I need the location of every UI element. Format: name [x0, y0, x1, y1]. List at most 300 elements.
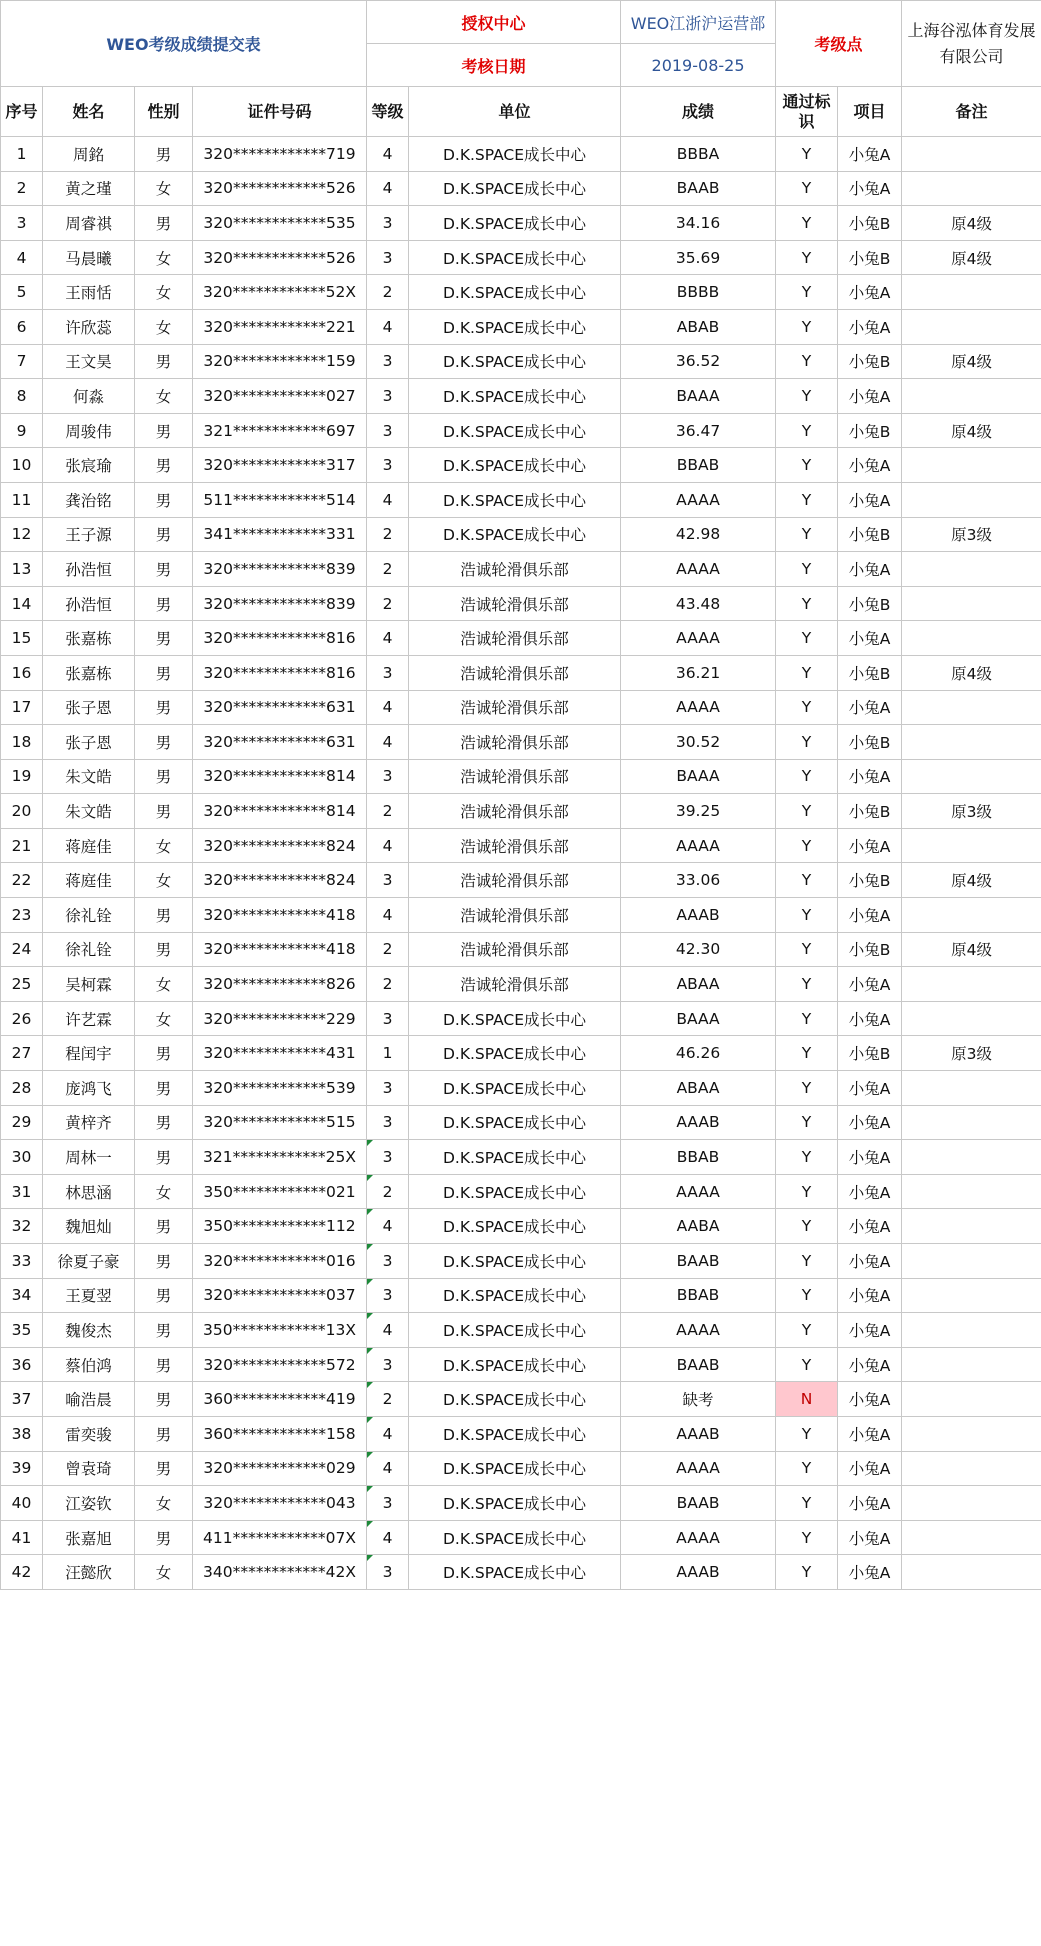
table-row — [1, 1347, 1041, 1382]
cell-note — [902, 275, 1041, 310]
cell-unit: D.K.SPACE成长中心 — [409, 1416, 621, 1451]
table-row — [1, 759, 1041, 794]
cell-gender: 男 — [135, 1036, 193, 1071]
cell-unit: 浩诚轮滑俱乐部 — [409, 863, 621, 898]
cell-note: 原4级 — [902, 863, 1041, 898]
cell-pass: Y — [776, 171, 838, 206]
cell-no: 37 — [1, 1382, 43, 1417]
cell-gender: 男 — [135, 1209, 193, 1244]
cell-note — [902, 482, 1041, 517]
cell-note — [902, 309, 1041, 344]
cell-gender: 男 — [135, 655, 193, 690]
cell-gender: 女 — [135, 863, 193, 898]
cell-gender: 男 — [135, 1071, 193, 1106]
col-header-pass: 通过标识 — [776, 87, 838, 137]
cell-pass: Y — [776, 898, 838, 933]
cell-project: 小兔A — [838, 1520, 902, 1555]
cell-gender: 男 — [135, 1520, 193, 1555]
col-header-id: 证件号码 — [193, 87, 367, 137]
cell-project: 小兔B — [838, 863, 902, 898]
cell-id: 320************317 — [193, 448, 367, 483]
cell-unit: D.K.SPACE成长中心 — [409, 309, 621, 344]
cell-gender: 男 — [135, 1347, 193, 1382]
cell-no: 6 — [1, 309, 43, 344]
cell-level-text: 4 — [382, 1459, 393, 1478]
cell-unit: 浩诚轮滑俱乐部 — [409, 552, 621, 587]
cell-no: 7 — [1, 344, 43, 379]
cell-no: 16 — [1, 655, 43, 690]
exam-date-label: 考核日期 — [367, 44, 621, 87]
table-row — [1, 240, 1041, 275]
cell-name: 周睿祺 — [43, 206, 135, 241]
cell-name: 许艺霖 — [43, 1001, 135, 1036]
cell-note — [902, 1451, 1041, 1486]
cell-unit: D.K.SPACE成长中心 — [409, 1001, 621, 1036]
cell-level: 3 — [367, 1001, 409, 1036]
cell-score: BBAB — [621, 1140, 776, 1175]
cell-note — [902, 171, 1041, 206]
cell-gender: 男 — [135, 1416, 193, 1451]
cell-score: 34.16 — [621, 206, 776, 241]
table-row — [1, 379, 1041, 414]
cell-id: 320************824 — [193, 863, 367, 898]
cell-no: 12 — [1, 517, 43, 552]
cell-score: AAAA — [621, 828, 776, 863]
cell-project: 小兔B — [838, 725, 902, 760]
cell-note — [902, 967, 1041, 1002]
cell-unit: D.K.SPACE成长中心 — [409, 517, 621, 552]
cell-id: 320************515 — [193, 1105, 367, 1140]
cell-score: 35.69 — [621, 240, 776, 275]
cell-no: 13 — [1, 552, 43, 587]
cell-gender: 男 — [135, 759, 193, 794]
cell-note — [902, 725, 1041, 760]
cell-project: 小兔A — [838, 690, 902, 725]
cell-no: 41 — [1, 1520, 43, 1555]
cell-project: 小兔B — [838, 344, 902, 379]
cell-project: 小兔A — [838, 1416, 902, 1451]
cell-project: 小兔B — [838, 794, 902, 829]
cell-unit: D.K.SPACE成长中心 — [409, 344, 621, 379]
table-row — [1, 1486, 1041, 1521]
cell-no: 36 — [1, 1347, 43, 1382]
cell-gender: 男 — [135, 586, 193, 621]
cell-id: 321************25X — [193, 1140, 367, 1175]
col-header-no: 序号 — [1, 87, 43, 137]
cell-score: 36.47 — [621, 413, 776, 448]
cell-comment-marker-icon — [367, 1279, 373, 1285]
cell-gender: 男 — [135, 137, 193, 172]
cell-pass: Y — [776, 275, 838, 310]
cell-pass: Y — [776, 794, 838, 829]
table-row — [1, 967, 1041, 1002]
cell-level: 2 — [367, 586, 409, 621]
table-row — [1, 898, 1041, 933]
cell-score: 30.52 — [621, 725, 776, 760]
cell-unit: D.K.SPACE成长中心 — [409, 482, 621, 517]
cell-gender: 女 — [135, 309, 193, 344]
cell-project: 小兔A — [838, 1451, 902, 1486]
cell-unit: D.K.SPACE成长中心 — [409, 1313, 621, 1348]
cell-gender: 男 — [135, 690, 193, 725]
table-row — [1, 725, 1041, 760]
cell-name: 王文昊 — [43, 344, 135, 379]
cell-level: 3 — [367, 759, 409, 794]
cell-pass: Y — [776, 309, 838, 344]
cell-name: 吴柯霖 — [43, 967, 135, 1002]
cell-unit: 浩诚轮滑俱乐部 — [409, 759, 621, 794]
table-row — [1, 206, 1041, 241]
cell-id: 320************719 — [193, 137, 367, 172]
cell-id: 320************631 — [193, 690, 367, 725]
cell-gender: 男 — [135, 1278, 193, 1313]
cell-score: 33.06 — [621, 863, 776, 898]
cell-score: AAAA — [621, 690, 776, 725]
cell-unit: 浩诚轮滑俱乐部 — [409, 690, 621, 725]
cell-level: 3 — [367, 655, 409, 690]
cell-unit: D.K.SPACE成长中心 — [409, 1071, 621, 1106]
cell-note — [902, 1486, 1041, 1521]
cell-gender: 女 — [135, 967, 193, 1002]
cell-name: 曾袁琦 — [43, 1451, 135, 1486]
table-row — [1, 1313, 1041, 1348]
cell-no: 31 — [1, 1174, 43, 1209]
cell-level: 3 — [367, 206, 409, 241]
cell-score: AAAA — [621, 1520, 776, 1555]
cell-unit: 浩诚轮滑俱乐部 — [409, 932, 621, 967]
cell-id: 350************13X — [193, 1313, 367, 1348]
cell-unit: D.K.SPACE成长中心 — [409, 1278, 621, 1313]
cell-project: 小兔A — [838, 275, 902, 310]
authorized-center-value: WEO江浙沪运营部 — [621, 1, 776, 44]
cell-level: 4 — [367, 690, 409, 725]
cell-gender: 男 — [135, 1313, 193, 1348]
cell-name: 江姿钦 — [43, 1486, 135, 1521]
cell-level-text: 3 — [382, 1286, 393, 1305]
cell-pass: Y — [776, 448, 838, 483]
table-row — [1, 1451, 1041, 1486]
exam-site-label: 考级点 — [776, 1, 902, 87]
cell-note: 原3级 — [902, 794, 1041, 829]
cell-comment-marker-icon — [367, 1417, 373, 1423]
cell-unit: 浩诚轮滑俱乐部 — [409, 655, 621, 690]
table-row — [1, 137, 1041, 172]
cell-no: 1 — [1, 137, 43, 172]
cell-id: 320************037 — [193, 1278, 367, 1313]
cell-project: 小兔A — [838, 379, 902, 414]
cell-pass: Y — [776, 586, 838, 621]
cell-note — [902, 1382, 1041, 1417]
cell-pass: Y — [776, 1278, 838, 1313]
cell-score: BAAB — [621, 1486, 776, 1521]
cell-level-text: 3 — [382, 1148, 393, 1167]
cell-level: 3 — [367, 1105, 409, 1140]
cell-level: 3 — [367, 863, 409, 898]
cell-id: 340************42X — [193, 1555, 367, 1590]
cell-note — [902, 690, 1041, 725]
cell-pass: Y — [776, 1451, 838, 1486]
cell-project: 小兔A — [838, 1140, 902, 1175]
cell-level: 3 — [367, 344, 409, 379]
cell-project: 小兔B — [838, 413, 902, 448]
cell-comment-marker-icon — [367, 1140, 373, 1146]
cell-name: 蒋庭佳 — [43, 863, 135, 898]
cell-score: AAAB — [621, 1555, 776, 1590]
cell-project: 小兔A — [838, 1555, 902, 1590]
cell-project: 小兔A — [838, 1174, 902, 1209]
cell-gender: 男 — [135, 1451, 193, 1486]
cell-id: 320************535 — [193, 206, 367, 241]
table-row — [1, 448, 1041, 483]
cell-score: AAAB — [621, 898, 776, 933]
cell-unit: D.K.SPACE成长中心 — [409, 275, 621, 310]
cell-unit: D.K.SPACE成长中心 — [409, 171, 621, 206]
cell-comment-marker-icon — [367, 1244, 373, 1250]
cell-note — [902, 1555, 1041, 1590]
cell-score: ABAA — [621, 1071, 776, 1106]
cell-name: 程闰宇 — [43, 1036, 135, 1071]
table-row — [1, 1416, 1041, 1451]
cell-name: 许欣蕊 — [43, 309, 135, 344]
cell-pass: Y — [776, 1347, 838, 1382]
cell-pass: Y — [776, 1244, 838, 1279]
cell-level-text: 4 — [382, 1424, 393, 1443]
cell-level: 3 — [367, 448, 409, 483]
cell-pass: Y — [776, 517, 838, 552]
cell-project: 小兔A — [838, 137, 902, 172]
cell-level-text: 4 — [382, 1217, 393, 1236]
cell-no: 42 — [1, 1555, 43, 1590]
cell-note: 原4级 — [902, 932, 1041, 967]
cell-note — [902, 898, 1041, 933]
cell-level: 2 — [367, 552, 409, 587]
cell-name: 雷奕骏 — [43, 1416, 135, 1451]
cell-id: 320************431 — [193, 1036, 367, 1071]
cell-id: 350************112 — [193, 1209, 367, 1244]
cell-score: 46.26 — [621, 1036, 776, 1071]
cell-project: 小兔A — [838, 898, 902, 933]
cell-level: 2 — [367, 275, 409, 310]
cell-level: 4 — [367, 309, 409, 344]
cell-id: 320************221 — [193, 309, 367, 344]
cell-name: 朱文皓 — [43, 794, 135, 829]
cell-note — [902, 1209, 1041, 1244]
cell-score: BAAA — [621, 1001, 776, 1036]
cell-name: 周林一 — [43, 1140, 135, 1175]
cell-comment-marker-icon — [367, 1175, 373, 1181]
table-row — [1, 586, 1041, 621]
cell-project: 小兔A — [838, 1244, 902, 1279]
cell-name: 王夏翌 — [43, 1278, 135, 1313]
cell-unit: D.K.SPACE成长中心 — [409, 1105, 621, 1140]
cell-level-text: 2 — [382, 1390, 393, 1409]
cell-unit: D.K.SPACE成长中心 — [409, 137, 621, 172]
cell-pass: Y — [776, 413, 838, 448]
table-row — [1, 413, 1041, 448]
cell-no: 10 — [1, 448, 43, 483]
cell-id: 320************52X — [193, 275, 367, 310]
cell-level: 4 — [367, 137, 409, 172]
cell-project: 小兔B — [838, 586, 902, 621]
cell-id: 360************419 — [193, 1382, 367, 1417]
cell-project: 小兔A — [838, 1071, 902, 1106]
cell-id: 320************043 — [193, 1486, 367, 1521]
cell-level — [367, 1416, 409, 1451]
table-row — [1, 1382, 1041, 1417]
authorized-center-label: 授权中心 — [367, 1, 621, 44]
table-row — [1, 1140, 1041, 1175]
cell-score: BAAA — [621, 379, 776, 414]
cell-note — [902, 1001, 1041, 1036]
cell-note: 原4级 — [902, 206, 1041, 241]
cell-level: 4 — [367, 482, 409, 517]
cell-no: 18 — [1, 725, 43, 760]
cell-name: 林思涵 — [43, 1174, 135, 1209]
cell-name: 龚治铭 — [43, 482, 135, 517]
cell-project: 小兔A — [838, 1382, 902, 1417]
cell-name: 张嘉栋 — [43, 655, 135, 690]
cell-score: 43.48 — [621, 586, 776, 621]
table-row — [1, 794, 1041, 829]
cell-id: 341************331 — [193, 517, 367, 552]
cell-project: 小兔A — [838, 621, 902, 656]
cell-project: 小兔B — [838, 206, 902, 241]
cell-pass: Y — [776, 1520, 838, 1555]
cell-score: BAAA — [621, 759, 776, 794]
cell-project: 小兔A — [838, 171, 902, 206]
cell-level: 3 — [367, 413, 409, 448]
cell-level: 2 — [367, 794, 409, 829]
cell-level — [367, 1244, 409, 1279]
cell-gender: 女 — [135, 275, 193, 310]
table-row — [1, 1001, 1041, 1036]
cell-level: 3 — [367, 1071, 409, 1106]
cell-pass: Y — [776, 482, 838, 517]
cell-id: 360************158 — [193, 1416, 367, 1451]
cell-name: 孙浩恒 — [43, 586, 135, 621]
cell-id: 320************816 — [193, 621, 367, 656]
cell-gender: 男 — [135, 794, 193, 829]
cell-pass: Y — [776, 1486, 838, 1521]
cell-id: 350************021 — [193, 1174, 367, 1209]
sheet-title: WEO考级成绩提交表 — [1, 1, 367, 87]
cell-score: AAAB — [621, 1416, 776, 1451]
cell-name: 张子恩 — [43, 690, 135, 725]
cell-id: 320************631 — [193, 725, 367, 760]
cell-score: 36.52 — [621, 344, 776, 379]
cell-level-text: 3 — [382, 1563, 393, 1582]
cell-comment-marker-icon — [367, 1452, 373, 1458]
cell-note — [902, 1071, 1041, 1106]
cell-id: 511************514 — [193, 482, 367, 517]
cell-note — [902, 1278, 1041, 1313]
cell-no: 8 — [1, 379, 43, 414]
cell-name: 黄之瑾 — [43, 171, 135, 206]
cell-name: 黄梓齐 — [43, 1105, 135, 1140]
cell-score: BBAB — [621, 448, 776, 483]
cell-no: 34 — [1, 1278, 43, 1313]
cell-project: 小兔A — [838, 1486, 902, 1521]
cell-no: 32 — [1, 1209, 43, 1244]
cell-pass: Y — [776, 1105, 838, 1140]
cell-level: 3 — [367, 379, 409, 414]
cell-unit: D.K.SPACE成长中心 — [409, 379, 621, 414]
cell-no: 25 — [1, 967, 43, 1002]
cell-unit: D.K.SPACE成长中心 — [409, 1036, 621, 1071]
cell-comment-marker-icon — [367, 1313, 373, 1319]
cell-level-text: 3 — [382, 1355, 393, 1374]
table-row — [1, 344, 1041, 379]
cell-pass: Y — [776, 828, 838, 863]
cell-note: 原4级 — [902, 413, 1041, 448]
cell-level — [367, 1278, 409, 1313]
cell-gender: 男 — [135, 517, 193, 552]
cell-note — [902, 1105, 1041, 1140]
cell-name: 张宸瑜 — [43, 448, 135, 483]
cell-id: 320************029 — [193, 1451, 367, 1486]
cell-pass: Y — [776, 759, 838, 794]
cell-no: 9 — [1, 413, 43, 448]
cell-level — [367, 1174, 409, 1209]
cell-name: 喻浩晨 — [43, 1382, 135, 1417]
cell-gender: 女 — [135, 828, 193, 863]
cell-score: 36.21 — [621, 655, 776, 690]
cell-unit: D.K.SPACE成长中心 — [409, 1174, 621, 1209]
table-row — [1, 1555, 1041, 1590]
cell-no: 29 — [1, 1105, 43, 1140]
cell-name: 周骏伟 — [43, 413, 135, 448]
cell-gender: 女 — [135, 1174, 193, 1209]
cell-project: 小兔A — [838, 1001, 902, 1036]
table-row — [1, 655, 1041, 690]
cell-name: 何淼 — [43, 379, 135, 414]
cell-unit: D.K.SPACE成长中心 — [409, 1347, 621, 1382]
cell-project: 小兔B — [838, 932, 902, 967]
cell-level — [367, 1140, 409, 1175]
table-row — [1, 517, 1041, 552]
cell-project: 小兔A — [838, 1313, 902, 1348]
cell-level — [367, 1209, 409, 1244]
cell-name: 徐夏子豪 — [43, 1244, 135, 1279]
col-header-project: 项目 — [838, 87, 902, 137]
cell-note — [902, 1416, 1041, 1451]
cell-no: 38 — [1, 1416, 43, 1451]
cell-score: 缺考 — [621, 1382, 776, 1417]
cell-project: 小兔A — [838, 967, 902, 1002]
cell-gender: 男 — [135, 621, 193, 656]
table-row — [1, 1244, 1041, 1279]
cell-name: 王雨恬 — [43, 275, 135, 310]
cell-level — [367, 1313, 409, 1348]
cell-id: 320************814 — [193, 794, 367, 829]
cell-score: BBBB — [621, 275, 776, 310]
cell-gender: 男 — [135, 725, 193, 760]
cell-no: 20 — [1, 794, 43, 829]
cell-comment-marker-icon — [367, 1382, 373, 1388]
cell-unit: D.K.SPACE成长中心 — [409, 1520, 621, 1555]
cell-gender: 男 — [135, 898, 193, 933]
cell-name: 庞鸿飞 — [43, 1071, 135, 1106]
cell-pass: Y — [776, 863, 838, 898]
cell-score: 39.25 — [621, 794, 776, 829]
cell-note — [902, 586, 1041, 621]
table-row — [1, 1278, 1041, 1313]
exam-date-value: 2019-08-25 — [621, 44, 776, 87]
cell-pass: Y — [776, 1071, 838, 1106]
cell-note — [902, 379, 1041, 414]
cell-level: 2 — [367, 932, 409, 967]
cell-gender: 男 — [135, 932, 193, 967]
